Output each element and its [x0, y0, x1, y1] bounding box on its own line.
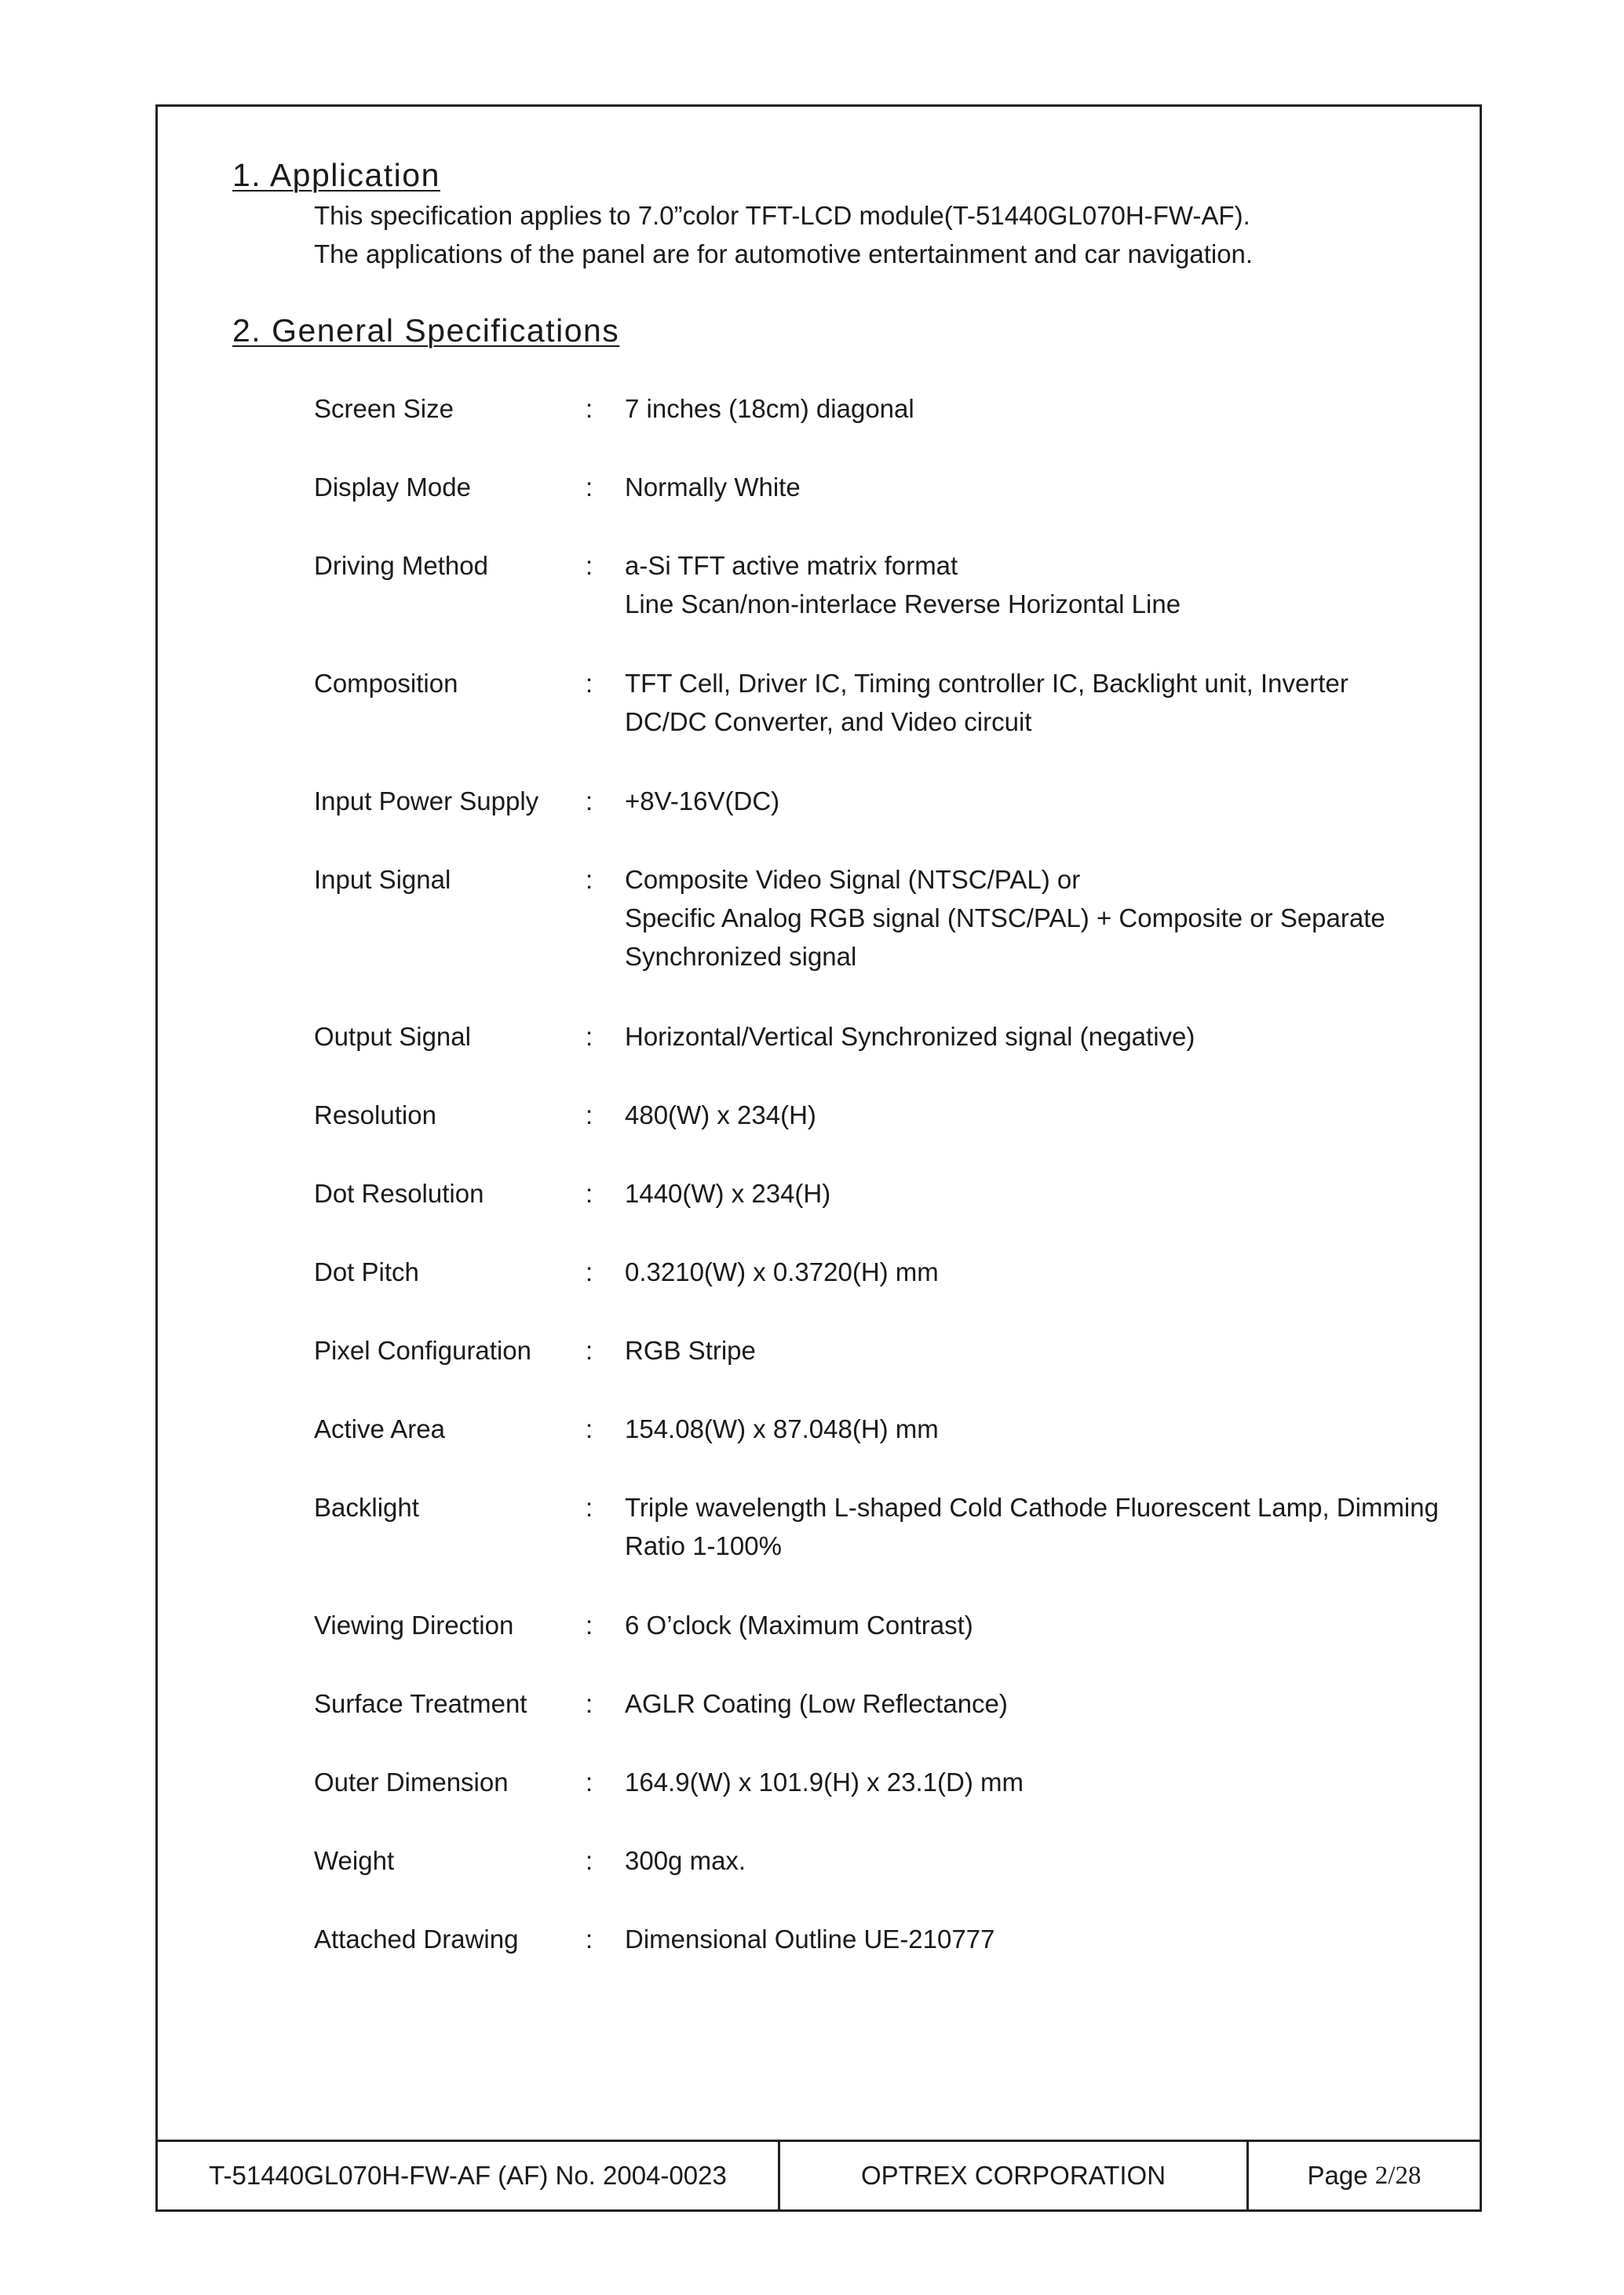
spec-colon: :: [586, 669, 593, 698]
spec-value-line: Specific Analog RGB signal (NTSC/PAL) + Composite or Separate: [625, 903, 1385, 932]
spec-colon: :: [586, 472, 593, 502]
spec-colon: :: [586, 1689, 593, 1718]
spec-value-line: 7 inches (18cm) diagonal: [625, 394, 914, 423]
spec-colon: :: [586, 1493, 593, 1522]
spec-label: Surface Treatment: [314, 1689, 527, 1718]
spec-value-line: 480(W) x 234(H): [625, 1100, 816, 1129]
spec-label: Dot Pitch: [314, 1257, 419, 1286]
spec-value-line: 300g max.: [625, 1846, 746, 1875]
spec-value: [625, 389, 914, 428]
spec-value-line: 164.9(W) x 101.9(H) x 23.1(D) mm: [625, 1768, 1024, 1797]
spec-value-line: a-Si TFT active matrix format: [625, 551, 958, 580]
spec-value-line: Synchronized signal: [625, 942, 857, 971]
spec-label: Display Mode: [314, 472, 471, 502]
spec-colon: :: [586, 1179, 593, 1208]
spec-colon: :: [586, 1100, 593, 1129]
spec-label: Screen Size: [314, 394, 454, 423]
spec-label: Resolution: [314, 1100, 436, 1129]
spec-label: Pixel Configuration: [314, 1336, 531, 1365]
spec-colon: :: [586, 1846, 593, 1875]
spec-value: [625, 468, 801, 506]
spec-colon: :: [586, 1414, 593, 1443]
spec-value: [625, 1253, 939, 1291]
section-application-title: 1. Application: [232, 157, 440, 193]
spec-colon: :: [586, 1925, 593, 1954]
spec-value: [625, 1606, 973, 1644]
spec-value: [625, 1410, 939, 1448]
spec-value-line: TFT Cell, Driver IC, Timing controller IC, Backlight unit, Inverter: [625, 669, 1348, 698]
spec-label: Input Power Supply: [314, 786, 539, 815]
spec-value-line: Triple wavelength L-shaped Cold Cathode Fluorescent Lamp, Dimming: [625, 1493, 1439, 1522]
spec-value: [625, 1331, 756, 1370]
spec-value: [625, 1841, 746, 1880]
spec-value-line: AGLR Coating (Low Reflectance): [625, 1689, 1008, 1718]
page-footer: [155, 2140, 1482, 2212]
footer-document-number: T-51440GL070H-FW-AF (AF) No. 2004-0023: [158, 2142, 780, 2209]
spec-value-line: 0.3210(W) x 0.3720(H) mm: [625, 1257, 939, 1286]
spec-colon: :: [586, 1257, 593, 1286]
spec-value-line: Composite Video Signal (NTSC/PAL) or: [625, 865, 1081, 894]
spec-colon: :: [586, 865, 593, 894]
spec-label: Weight: [314, 1846, 395, 1875]
spec-label: Dot Resolution: [314, 1179, 484, 1208]
spec-label: Output Signal: [314, 1022, 471, 1051]
spec-colon: :: [586, 1611, 593, 1640]
application-line-1: This specification applies to 7.0”color TFT-LCD module(T-51440GL070H-FW-AF).: [314, 201, 1250, 230]
spec-label: Driving Method: [314, 551, 488, 580]
spec-value: [625, 1096, 816, 1134]
spec-colon: :: [586, 1022, 593, 1051]
spec-value-line: +8V-16V(DC): [625, 786, 780, 815]
spec-label: Active Area: [314, 1414, 445, 1443]
spec-colon: :: [586, 786, 593, 815]
spec-value-line: RGB Stripe: [625, 1336, 756, 1365]
spec-colon: :: [586, 394, 593, 423]
application-line-2: The applications of the panel are for automotive entertainment and car navigation.: [314, 239, 1254, 268]
section-general-specifications-title: 2. General Specifications: [232, 312, 620, 348]
spec-value: [625, 1763, 1024, 1801]
spec-colon: :: [586, 551, 593, 580]
spec-label: Viewing Direction: [314, 1611, 514, 1640]
spec-value: [625, 1174, 830, 1213]
spec-value: [625, 1488, 1439, 1565]
spec-value-line: Normally White: [625, 472, 801, 502]
spec-value: [625, 1017, 1195, 1056]
spec-value-line: 154.08(W) x 87.048(H) mm: [625, 1414, 939, 1443]
footer-page: [1249, 2142, 1480, 2209]
spec-label: Outer Dimension: [314, 1768, 509, 1797]
spec-value-line: Ratio 1-100%: [625, 1531, 782, 1560]
spec-value-line: DC/DC Converter, and Video circuit: [625, 707, 1032, 736]
spec-label: Input Signal: [314, 865, 451, 894]
footer-page-label: Page: [1307, 2161, 1368, 2190]
footer-company: OPTREX CORPORATION: [780, 2142, 1249, 2209]
spec-label: Composition: [314, 669, 458, 698]
spec-value: [625, 1684, 1008, 1723]
spec-value-line: Horizontal/Vertical Synchronized signal (negative): [625, 1022, 1195, 1051]
spec-colon: :: [586, 1336, 593, 1365]
spec-value: [625, 664, 1348, 741]
spec-value-line: Line Scan/non-interlace Reverse Horizontal Line: [625, 589, 1181, 618]
spec-colon: :: [586, 1768, 593, 1797]
spec-value-line: Dimensional Outline UE-210777: [625, 1925, 995, 1954]
spec-value: [625, 1920, 994, 1958]
spec-value: [625, 546, 1181, 623]
spec-label: Attached Drawing: [314, 1925, 519, 1954]
footer-page-number: 2/28: [1374, 2161, 1421, 2190]
spec-value-line: 1440(W) x 234(H): [625, 1179, 831, 1208]
spec-value: [625, 860, 1385, 976]
spec-value: [625, 782, 779, 820]
spec-value-line: 6 O’clock (Maximum Contrast): [625, 1611, 973, 1640]
spec-label: Backlight: [314, 1493, 419, 1522]
